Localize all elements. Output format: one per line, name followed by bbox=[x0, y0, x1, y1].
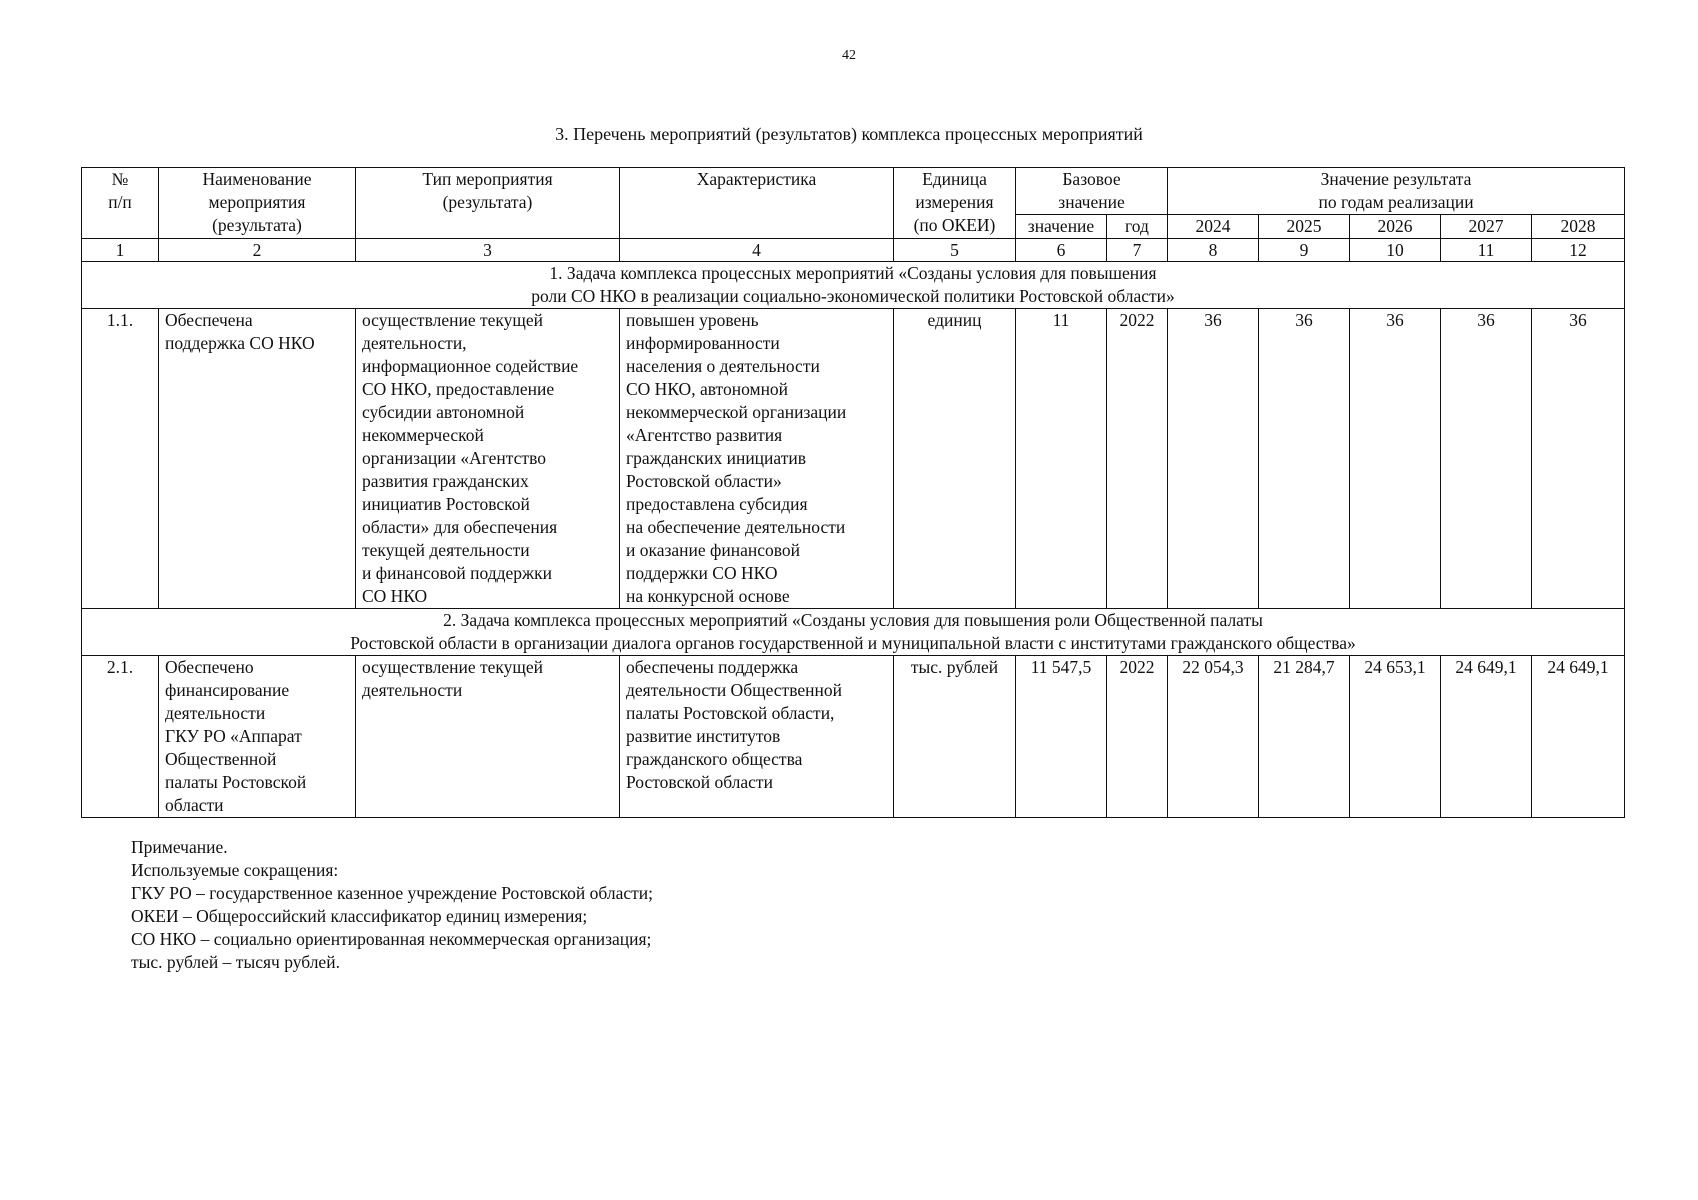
row-base-value: 11 547,5 bbox=[1016, 656, 1107, 818]
row-num: 2.1. bbox=[82, 656, 159, 818]
notes-item: ГКУ РО – государственное казенное учреждение Ростовской области; bbox=[131, 883, 654, 903]
header-year-2024: 2024 bbox=[1168, 215, 1259, 239]
section-title-row bbox=[82, 609, 1625, 656]
section-1-title: 1. Задача комплекса процессных мероприятий «Созданы условия для повышения роли СО НКО в реализации социально-экономической политики Ростовской области» bbox=[82, 262, 1625, 309]
header-year-2026: 2026 bbox=[1350, 215, 1441, 239]
row-value-2025: 21 284,7 bbox=[1259, 656, 1350, 818]
header-base: Базовое значение bbox=[1016, 168, 1168, 215]
row-name: Обеспечена поддержка СО НКО bbox=[159, 309, 356, 609]
row-value-2026: 36 bbox=[1350, 309, 1441, 609]
page-number: 42 bbox=[842, 48, 856, 63]
section-title-row bbox=[82, 262, 1625, 309]
column-number: 8 bbox=[1168, 239, 1259, 262]
document-title: 3. Перечень мероприятий (результатов) комплекса процессных мероприятий bbox=[555, 124, 1143, 144]
row-base-year: 2022 bbox=[1107, 656, 1168, 818]
column-number: 3 bbox=[356, 239, 620, 262]
column-number: 10 bbox=[1350, 239, 1441, 262]
row-value-2027: 24 649,1 bbox=[1441, 656, 1532, 818]
row-unit: тыс. рублей bbox=[894, 656, 1016, 818]
column-number: 7 bbox=[1107, 239, 1168, 262]
header-base-year: год bbox=[1107, 215, 1168, 239]
row-base-value: 11 bbox=[1016, 309, 1107, 609]
header-num: № п/п bbox=[82, 168, 159, 239]
column-number: 12 bbox=[1532, 239, 1625, 262]
measures-table bbox=[81, 167, 1625, 818]
table-row bbox=[82, 309, 1625, 609]
header-characteristic: Характеристика bbox=[620, 168, 894, 239]
row-type: осуществление текущей деятельности bbox=[356, 656, 620, 818]
notes-subheading: Используемые сокращения: bbox=[131, 860, 339, 880]
row-name: Обеспечено финансирование деятельности ГКУ РО «Аппарат Общественной палаты Ростовской области bbox=[159, 656, 356, 818]
header-base-value: значение bbox=[1016, 215, 1107, 239]
row-unit: единиц bbox=[894, 309, 1016, 609]
row-value-2028: 24 649,1 bbox=[1532, 656, 1625, 818]
column-numbers-row bbox=[82, 239, 1625, 262]
column-number: 4 bbox=[620, 239, 894, 262]
row-value-2024: 36 bbox=[1168, 309, 1259, 609]
header-year-2025: 2025 bbox=[1259, 215, 1350, 239]
table-row bbox=[82, 656, 1625, 818]
header-result: Значение результата по годам реализации bbox=[1168, 168, 1625, 215]
row-value-2027: 36 bbox=[1441, 309, 1532, 609]
column-number: 5 bbox=[894, 239, 1016, 262]
column-number: 2 bbox=[159, 239, 356, 262]
row-characteristic: повышен уровень информированности населения о деятельности СО НКО, автономной некоммерческой организации «Агентство развития гражданских инициатив Ростовской области» предоставлена субсидия на обеспечение деятельности и оказание финансовой поддержки СО НКО на конкурсной основе bbox=[620, 309, 894, 609]
notes-block bbox=[131, 836, 653, 974]
row-base-year: 2022 bbox=[1107, 309, 1168, 609]
column-number: 1 bbox=[82, 239, 159, 262]
row-type: осуществление текущей деятельности, информационное содействие СО НКО, предоставление субсидии автономной некоммерческой организации «Агентство развития гражданских инициатив Ростовской области» для обеспечения текущей деятельности и финансовой поддержки СО НКО bbox=[356, 309, 620, 609]
row-value-2024: 22 054,3 bbox=[1168, 656, 1259, 818]
row-num: 1.1. bbox=[82, 309, 159, 609]
row-characteristic: обеспечены поддержка деятельности Общественной палаты Ростовской области, развитие институтов гражданского общества Ростовской области bbox=[620, 656, 894, 818]
notes-item: ОКЕИ – Общероссийский классификатор единиц измерения; bbox=[131, 906, 588, 926]
section-2-title: 2. Задача комплекса процессных мероприятий «Созданы условия для повышения роли Общественной палаты Ростовской области в организации диалога органов государственной и муниципальной власти с институтами гражданского общества» bbox=[82, 609, 1625, 656]
notes-item: СО НКО – социально ориентированная некоммерческая организация; bbox=[131, 929, 652, 949]
notes-item: тыс. рублей – тысяч рублей. bbox=[131, 952, 340, 972]
header-unit: Единица измерения (по ОКЕИ) bbox=[894, 168, 1016, 239]
header-year-2028: 2028 bbox=[1532, 215, 1625, 239]
header-name: Наименование мероприятия (результата) bbox=[159, 168, 356, 239]
header-type: Тип мероприятия (результата) bbox=[356, 168, 620, 239]
notes-heading: Примечание. bbox=[131, 837, 228, 857]
header-year-2027: 2027 bbox=[1441, 215, 1532, 239]
column-number: 9 bbox=[1259, 239, 1350, 262]
row-value-2026: 24 653,1 bbox=[1350, 656, 1441, 818]
row-value-2025: 36 bbox=[1259, 309, 1350, 609]
column-number: 6 bbox=[1016, 239, 1107, 262]
row-value-2028: 36 bbox=[1532, 309, 1625, 609]
column-number: 11 bbox=[1441, 239, 1532, 262]
